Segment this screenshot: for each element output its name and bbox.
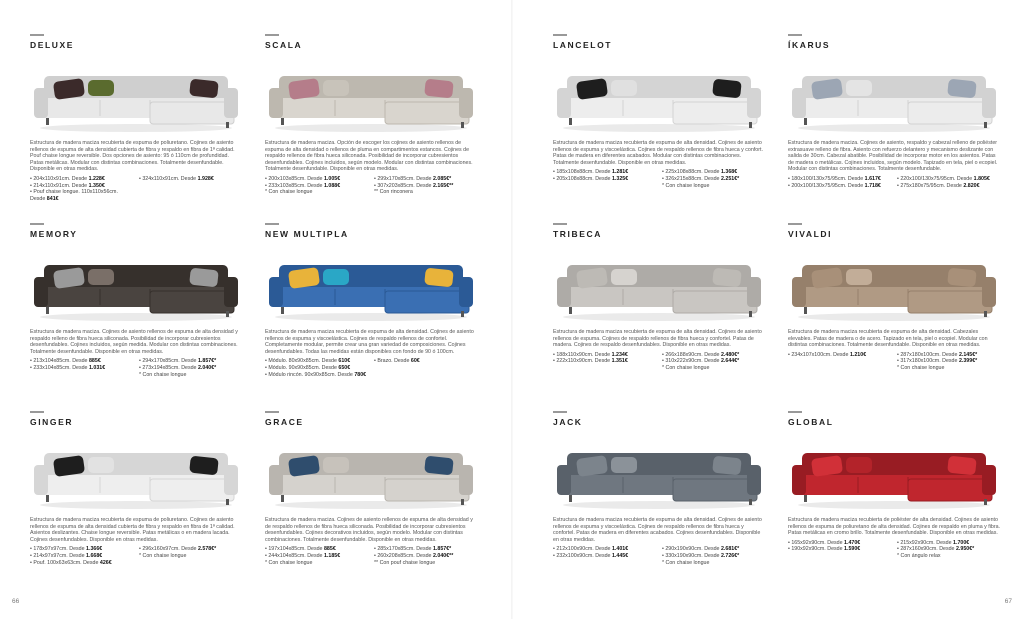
spec-price: 1.401€ [611,546,629,553]
spec-price: 1.005€ [323,175,341,182]
title-rule [788,411,802,413]
specs-column-left [30,358,133,378]
spec-line [662,553,765,560]
title-rule [30,223,44,225]
product-specs [30,546,242,566]
spec-text: • 310x222x90cm. Desde [662,358,721,365]
spec-price: 2.820€ [963,182,980,189]
spec-text: • 215x92x90cm. Desde [897,539,954,546]
spec-text: • 180x100/130x75/95cm. Desde [788,175,865,182]
sofa-photo [788,247,1000,323]
spec-price: 1.228€ [88,175,105,182]
spec-line [139,372,242,379]
spec-line [265,560,368,567]
spec-line [897,358,1000,365]
spec-price: 1.366€ [86,546,103,553]
spec-price: 1.368€ [720,169,738,176]
spec-line [553,553,656,560]
sofa-photo [30,58,242,134]
specs-column-right [897,352,1000,372]
spec-line [30,176,133,183]
product-description: Estructura de madera maciza recubierta de espuma de poliuretano. Cojines de asiento rellenos de espuma de alta densidad cubierta de fibra y respaldo en fibra de 1ª calidad. Pouf chaise longue reversible. Dos opciones de asiento: 95 ó 110cm de profundidad. Patas metálicas. Modular con distintas combinaciones. Totalmente desenfundable. Disponible en otras medidas. [30,140,235,173]
product-description: Estructura de madera maciza. Cojines de asiento, respaldo y cabezal relleno de poliéster extrasuave relleno de fibra. Asiento con refuerzo delantero y mecanismo deslizante con salida de 30cm. Cabezal abatible. Posibilidad de incorporar motor en los asientos. Patas de madera o metálicas. Cojines incluidos, según modelo. Tapizado en tela, piel o ecopiel. Modular con distintas combinaciones. Totalmente desenfundable. [788,140,998,173]
spec-line [30,183,133,190]
spec-price: 1.470€ [844,539,861,546]
title-rule [30,34,44,36]
spec-line [265,183,368,190]
spec-line [662,176,765,183]
product-description: Estructura de madera maciza recubierta de espuma de alta densidad. Cojines de asiento rellenos de espuma y viscoelástica. Cojines de respaldo rellenos de fibra hueca y confortel. Patas de madera en diferentes acabados. Cojines desenfundables. Disponible en otras medidas. [553,517,762,543]
spec-text: • 330x190x90cm. Desde [662,552,721,559]
spec-text: • 222x110x90cm. Desde [553,358,612,365]
spec-text: • 273x194x85cm. Desde [139,364,198,371]
spec-text: • 214x110x91cm. Desde [30,182,89,189]
specs-column-right [662,169,765,189]
product-card [30,223,242,378]
spec-price: 2.251€* [720,175,740,182]
product-card [553,34,765,189]
spec-text: * Con chaise longue [265,559,313,566]
spec-line [897,352,1000,359]
spec-text: • 200x103x85cm. Desde [265,175,324,182]
spec-price: 1.445€ [611,552,629,559]
product-card [265,223,477,378]
sofa-photo [30,247,242,323]
spec-line [788,183,891,190]
product-description: Estructura de madera maciza recubierta de espuma de alta densidad. Cojines de asiento rellenos de espuma y viscoelástica. Cojines de respaldo rellenos de fibra hueca y confort. Patas de madera en diferentes acabados. Modular con distintas combinaciones. Totalmente desenfundable. Disponible en otras medidas. [553,140,763,166]
spec-line [139,546,242,553]
product-specs [30,358,242,378]
title-rule [553,34,567,36]
spec-text: • 244x104x85cm. Desde [265,552,324,559]
spec-line [553,352,656,359]
spec-line [553,546,656,553]
spec-text: * Con ángulo relax [897,552,941,559]
spec-line [662,169,765,176]
spec-text: • 266x188x90cm. Desde [662,351,721,358]
spec-line [553,169,656,176]
spec-text: ** Con pouf chaise longue [374,559,436,566]
spec-line [265,176,368,183]
title-rule [788,223,802,225]
product-title: NEW MULTIPLA [265,229,349,239]
spec-line [30,358,133,365]
specs-column-left [553,546,656,566]
product-card [30,34,242,202]
specs-column-right [374,358,477,378]
spec-text: • 197x104x85cm. Desde [265,546,324,553]
sofa-photo [788,435,1000,511]
spec-text: • Módulo. 80x90x85cm. Desde [265,358,339,365]
spec-text: • 317x180x100cm. Desde [897,358,959,365]
spec-line [374,358,477,365]
spec-price: 1.088€ [323,182,341,189]
title-rule [553,223,567,225]
spec-price: 1.281€ [611,169,629,176]
specs-column-right [662,352,765,372]
spec-price: 2.165€** [432,182,454,189]
spec-text: • 307x203x85cm. Desde [374,182,433,189]
spec-text: • 200x100/130x75/95cm. Desde [788,182,865,189]
spec-line [30,546,133,553]
spec-text: • 213x104x85cm. Desde [30,358,89,365]
spec-line [788,546,891,553]
product-card [265,34,477,196]
spec-text: • Módulo. 90x90x85cm. Desde [265,364,339,371]
spec-price: 1.718€ [864,182,881,189]
spec-line [897,553,1000,560]
spec-text: • 190x92x90cm. Desde [788,546,845,553]
product-title: DELUXE [30,40,75,50]
spec-price: 2.950€* [955,546,975,553]
specs-column-right [374,546,477,566]
spec-text: • 165x92x90cm. Desde [788,539,845,546]
spec-text: • Pouf. 100x63x63cm. Desde [30,559,100,566]
spec-line [265,365,368,372]
title-rule [265,223,279,225]
spec-price: 2.644€* [720,358,740,365]
specs-column-right [139,358,242,378]
spec-text: * Con chaise longue [897,364,945,371]
spec-text: • 185x108x88cm. Desde [553,169,612,176]
spec-text: • 324x110x91cm. Desde [139,175,198,182]
spec-text: • 294x170x85cm. Desde [139,358,198,365]
spec-line [897,546,1000,553]
spec-price: 1.210€ [849,351,867,358]
spec-price: 1.185€ [323,552,341,559]
spec-price: 841€ [46,195,59,202]
product-description: Estructura de madera maciza recubierta de espuma de alta densidad. Cojines de asiento rellenos de espuma y viscoelástica. Cojines de respaldo rellenos de confortel. Completamente modular, permite crear una gran variedad de composiciones. Cojines desenfundables. Todas las medidas están disponibles con fondo de 90 ó 100cm. [265,329,474,355]
specs-column-right [374,176,477,196]
spec-line [374,183,477,190]
spec-price: 1.857€* [432,546,452,553]
product-card [788,411,1000,560]
product-specs [553,169,765,189]
spec-text: • 178x97x97cm. Desde [30,546,87,553]
spec-line [30,365,133,372]
specs-column-right [897,176,1000,189]
spec-line [139,358,242,365]
sofa-photo [788,58,1000,134]
spec-price: 1.350€ [88,182,105,189]
product-specs [788,176,1000,189]
specs-column-left [553,169,656,189]
spec-text: • 214x97x97cm. Desde [30,552,87,559]
spec-text: • 232x100x90cm. Desde [553,552,612,559]
specs-column-left [265,176,368,196]
specs-column-left [265,358,368,378]
product-specs [30,176,242,202]
spec-text: * Con chaise longue [662,559,710,566]
title-rule [30,411,44,413]
spec-text: • 260x208x85cm. Desde [374,552,433,559]
product-card [788,34,1000,189]
spec-price: 610€ [338,358,351,365]
spec-text: • 212x100x90cm. Desde [553,546,612,553]
spec-text: • Brazo. Desde [374,358,411,365]
spec-line [374,176,477,183]
product-title: VIVALDI [788,229,833,239]
spec-text: • 275x180x75/95cm. Desde [897,182,964,189]
page-number-right: 67 [1004,598,1012,605]
spec-text: * Con chaise longue [265,189,313,196]
product-title: LANCELOT [553,40,613,50]
spec-text: * Con chaise longue [662,182,710,189]
spec-line [897,183,1000,190]
spec-text: • 296x160x97cm. Desde [139,546,198,553]
title-rule [553,411,567,413]
product-description: Estructura de madera maciza recubierta de espuma de poliuretano. Cojines de asiento rellenos de espuma de alta densidad cubierta de fibra y respaldo en fibra de 1ª calidad. Asientos deslizantes. Chaise longue reversible. Patas metálicas o en madera lacada. Cojines desenfundables. Disponible en otras medidas. [30,517,235,543]
spec-line [662,183,765,190]
product-title: GINGER [30,417,74,427]
product-title: TRIBECA [553,229,602,239]
spec-text: • 204x110x91cm. Desde [30,175,89,182]
spec-price: 885€ [323,546,336,553]
spec-line [30,560,133,567]
spec-line [553,358,656,365]
product-description: Estructura de madera maciza recubierta de espuma de alta densidad. Cojines de asiento rellenos de espuma. Cojines de respaldo rellenos de fibra hueca y confortel. Patas de madera. Cojines de respaldo desenfundables. Disponible en otras medidas. [553,329,762,349]
spec-price: 650€ [338,364,351,371]
product-specs [265,176,477,196]
spec-line [788,176,891,183]
spec-price: 2.145€* [958,351,978,358]
spec-line [265,372,368,379]
spec-line [897,365,1000,372]
sofa-photo [30,435,242,511]
specs-column-right [139,176,242,202]
spec-price: 2.578€* [197,546,217,553]
specs-column-left [788,176,891,189]
spec-text: • 220x100/130x75/95cm. Desde [897,175,974,182]
spec-text: * Con chaise longue [139,371,187,378]
spec-price: 1.617€ [864,175,881,182]
title-rule [265,34,279,36]
product-specs [553,546,765,566]
spec-text: • 290x190x90cm. Desde [662,546,721,553]
spec-text: • 225x108x88cm. Desde [662,169,721,176]
product-card [553,411,765,566]
product-card [788,223,1000,372]
spec-text: • 285x170x85cm. Desde [374,546,433,553]
spec-price: 2.726€* [720,552,740,559]
specs-column-right [662,546,765,566]
product-card [30,411,242,566]
specs-column-right [139,546,242,566]
product-title: ÍKARUS [788,40,831,50]
product-title: GRACE [265,417,304,427]
spec-price: 1.668€ [86,552,103,559]
spec-price: 1.351€ [611,358,628,365]
spec-price: 1.234€ [611,351,628,358]
product-title: MEMORY [30,229,78,239]
spec-price: 885€ [88,358,101,365]
spec-text: • 188x110x90cm. Desde [553,351,612,358]
spec-price: 2.085€* [432,175,452,182]
spec-price: 780€ [354,371,367,378]
sofa-photo [553,58,765,134]
product-specs [788,352,1000,372]
spec-text: * Con chaise longue [139,552,187,559]
specs-column-left [553,352,656,372]
product-title: SCALA [265,40,303,50]
spec-text: • 234x107x100cm. Desde [788,351,850,358]
spec-text: • 326x215x88cm. Desde [662,175,721,182]
spec-line [139,176,242,183]
spec-line [265,358,368,365]
spec-line [662,365,765,372]
sofa-photo [265,247,477,323]
spec-line [265,553,368,560]
spec-price: 2.480€* [720,351,740,358]
specs-column-right [897,540,1000,560]
spec-text: * Con chaise longue [662,364,710,371]
spec-price: 1.325€ [611,175,629,182]
spec-price: 1.928€ [197,175,214,182]
title-rule [265,411,279,413]
sofa-photo [265,435,477,511]
spec-price: 2.399€* [958,358,978,365]
spec-line [30,553,133,560]
spec-line [30,189,133,202]
spec-text: • 205x108x88cm. Desde [553,175,612,182]
sofa-photo [553,435,765,511]
spec-text: • 233x104x85cm. Desde [30,364,89,371]
specs-column-left [30,546,133,566]
spec-text: • Módulo rincón. 90x90x85cm. Desde [265,371,355,378]
product-title: GLOBAL [788,417,834,427]
product-description: Estructura de madera maciza recubierta de espuma de alta densidad. Cabezales elevables. Patas de madera o de acero. Tapizado en tela, piel o ecopiel. Modular con distintas combinaciones. Totalmente desenfundable. Disponible en otras medidas. [788,329,988,349]
spec-price: 1.700€ [953,539,970,546]
spec-text: • 287x160x90cm. Desde [897,546,956,553]
spec-text: • 287x180x100cm. Desde [897,351,959,358]
product-card [265,411,477,566]
spec-line [897,176,1000,183]
specs-column-left [788,540,891,560]
spec-line [788,352,891,359]
spec-price: 2.040€* [197,364,217,371]
spec-price: 2.040€** [432,552,454,559]
spec-price: 2.681€* [720,546,740,553]
product-specs [553,352,765,372]
product-description: Estructura de madera maciza recubierta de poliéster de alta densidad. Cojines de asiento rellenos de espuma de poliuretano de alta densidad. Cojines de respaldo en pluma y fibra. Patas metálicas en cromo brillo. Totalmente desenfundable. Disponible en otras medidas. [788,517,1001,537]
spec-price: 1.805€ [973,175,990,182]
specs-column-left [788,352,891,372]
spec-line [374,560,477,567]
title-rule [788,34,802,36]
product-description: Estructura de madera maciza. Cojines de asiento rellenos de espuma de alta densidad y de respaldo rellenos de fibra hueca siliconada. Posibilidad de incorporar cubresientos desenfundables. Cojines decorativos incluidos, según modelo. Modular con distintas combinaciones. Totalmente desenfundable. Disponible en otras medidas. [265,517,473,543]
spec-price: 426€ [99,559,112,566]
spec-line [662,358,765,365]
sofa-photo [265,58,477,134]
product-specs [265,358,477,378]
spec-text: • 299x170x85cm. Desde [374,175,433,182]
spec-line [374,553,477,560]
product-description: Estructura de madera maciza. Opción de escoger los cojines de asiento rellenos de espuma de alta densidad o rellenos de pluma en compartimentos estancos. Cojines de respaldo rellenos de fibra hueca siliconada. Posibilidad de incorporar cubresientos desenfundables. Cojines incluidos, según modelo. Modular con distintas combinaciones. Totalmente desenfundable. Disponible en otras medidas. [265,140,473,173]
spec-line [265,189,368,196]
spec-price: 1.590€ [844,546,861,553]
spec-line [265,546,368,553]
spec-price: 1.857€* [197,358,217,365]
spec-line [788,540,891,547]
page-spine [511,0,513,619]
spec-line [553,176,656,183]
product-title: JACK [553,417,583,427]
product-card [553,223,765,372]
spec-line [374,189,477,196]
page-number-left: 66 [12,598,20,605]
product-specs [265,546,477,566]
spec-line [662,546,765,553]
spec-text: • 233x103x85cm. Desde [265,182,324,189]
product-specs [788,540,1000,560]
spec-text: ** Con rinconera [374,189,413,196]
spec-line [897,540,1000,547]
spec-line [139,365,242,372]
spec-line [662,560,765,567]
spec-line [374,546,477,553]
spec-line [662,352,765,359]
specs-column-left [30,176,133,202]
spec-line [139,553,242,560]
spec-text: • Pouf chaise longue. 110x110x56cm. Desde [30,189,118,202]
product-description: Estructura de madera maciza. Cojines de asiento rellenos de espuma de alta densidad y respaldo relleno de fibra hueca siliconada. Posibilidad de incorporar cubresientos desenfundables. Cojines incluidos, según medida. Modular con distintas combinaciones. Totalmente desenfundable. Disponible en otras medidas. [30,329,238,355]
spec-price: 1.031€ [88,364,106,371]
sofa-photo [553,247,765,323]
specs-column-left [265,546,368,566]
spec-price: 60€ [410,358,420,365]
